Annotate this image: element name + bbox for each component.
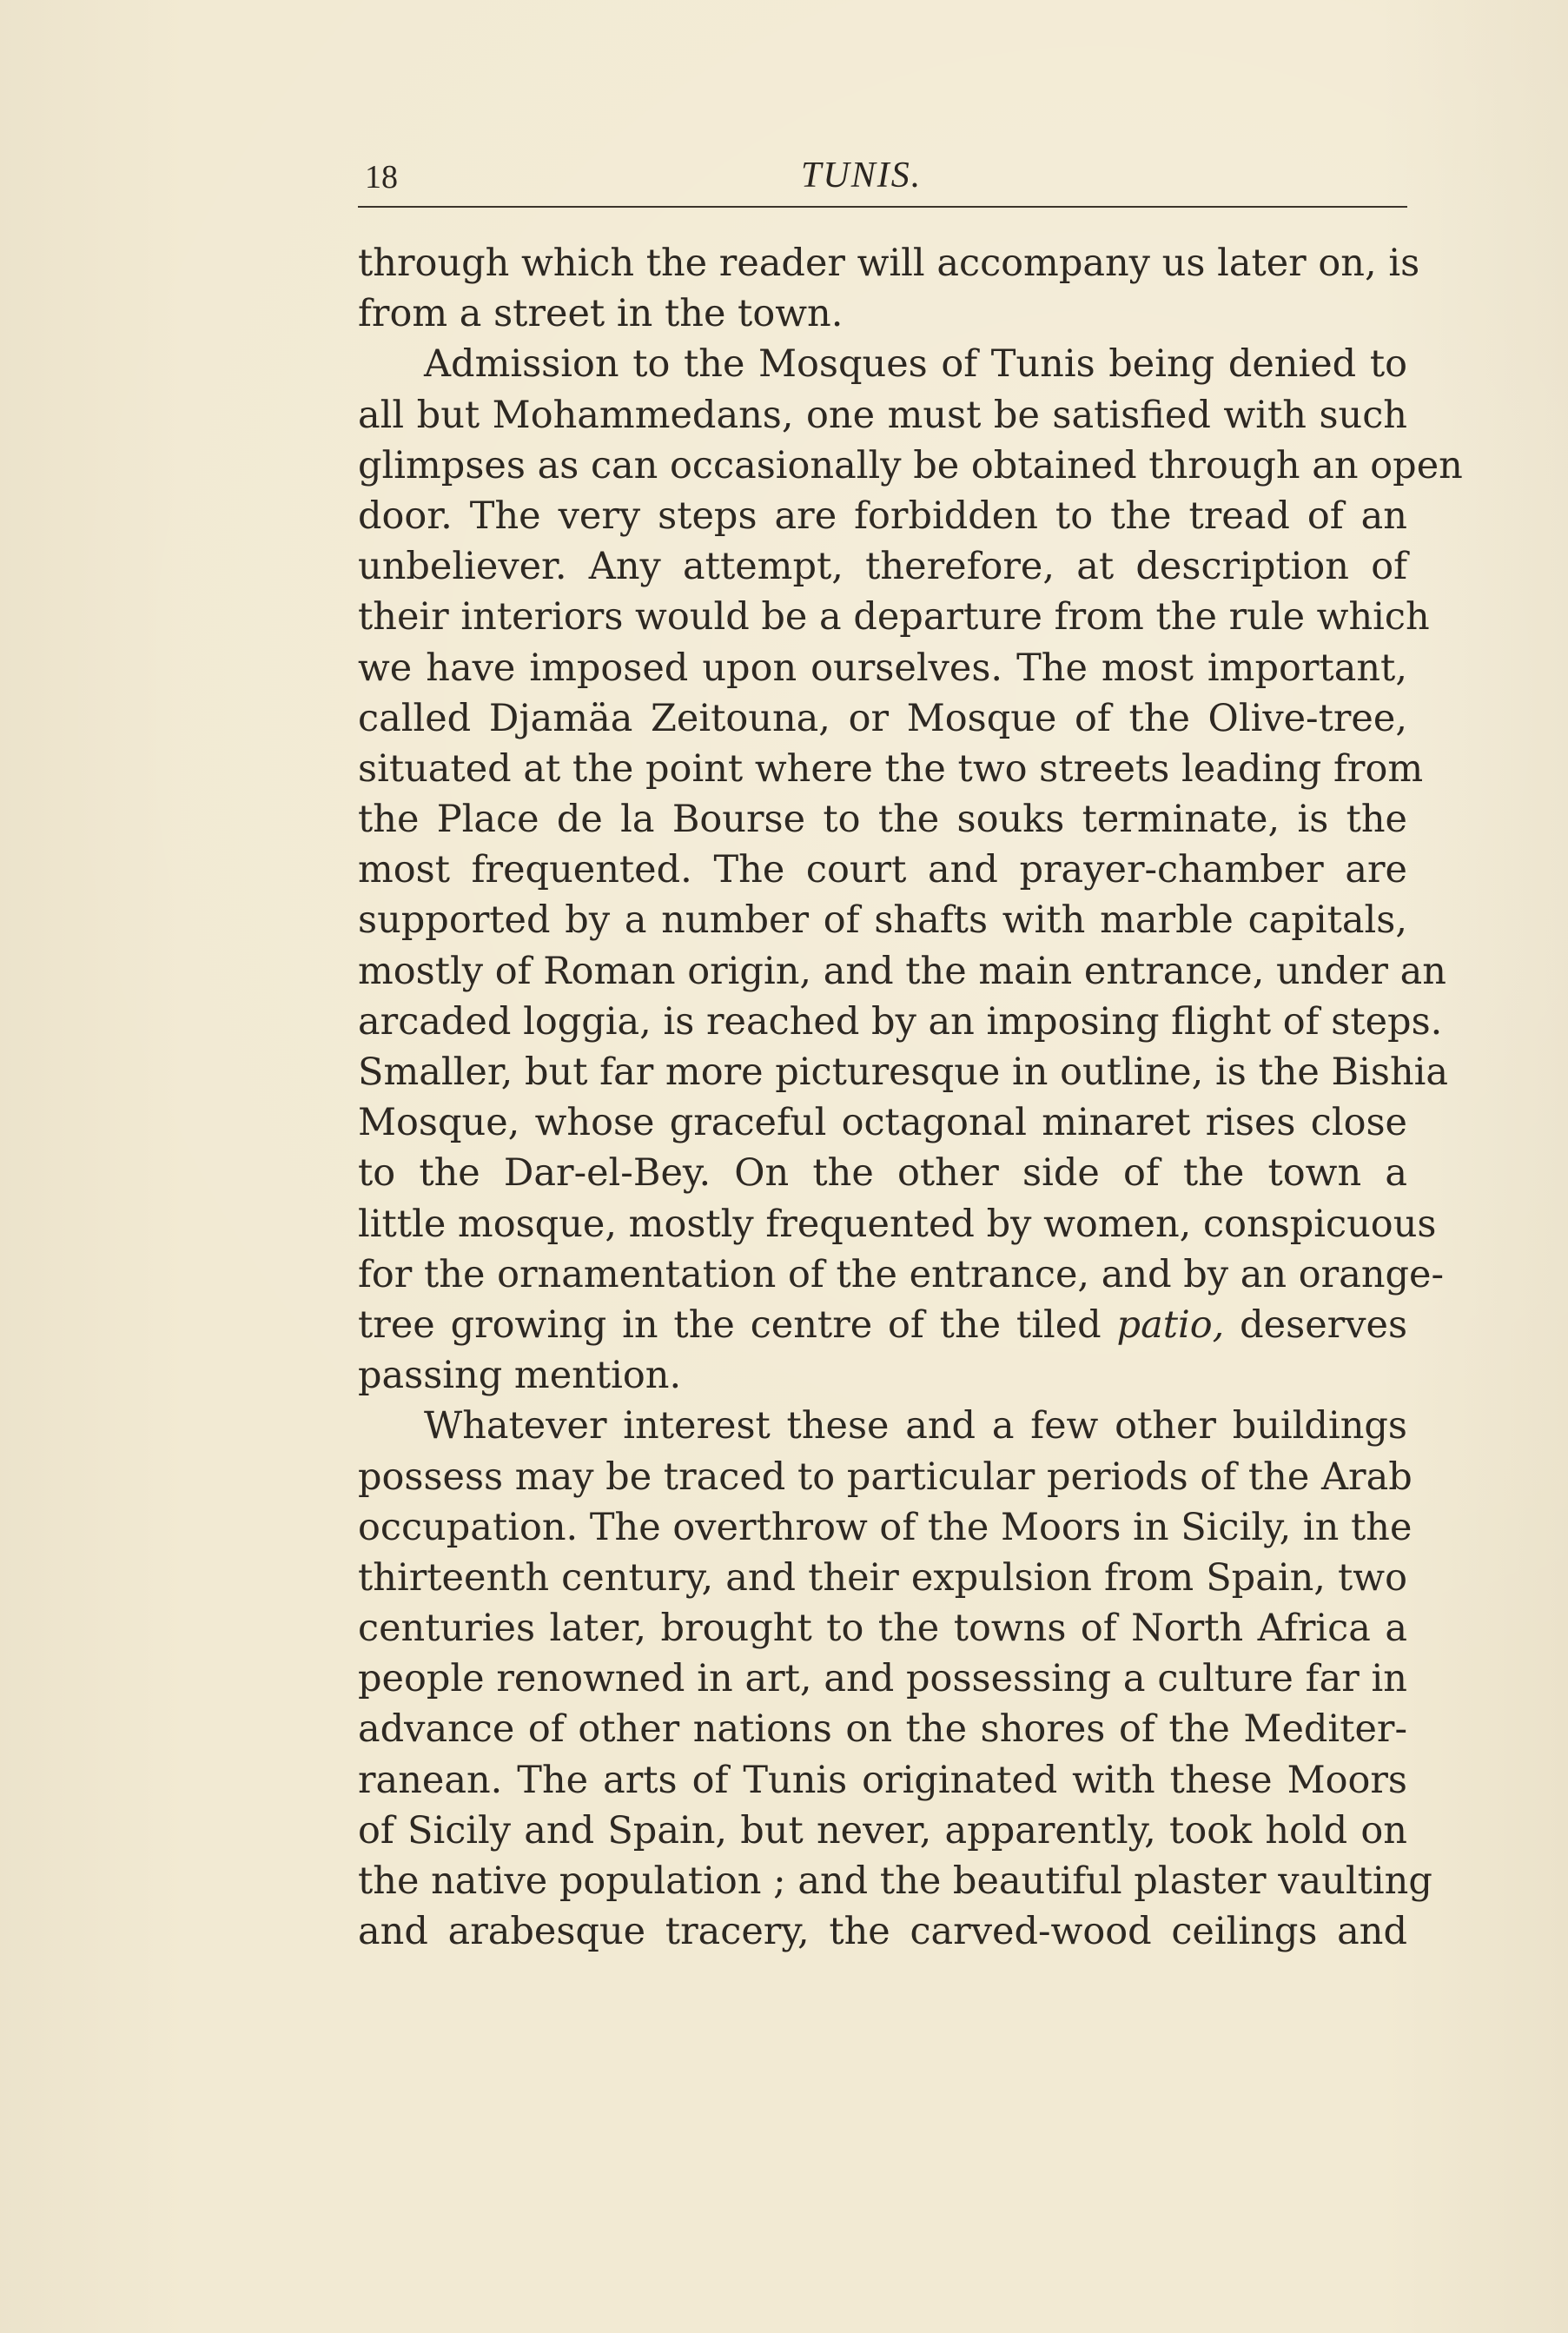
text-line: through which the reader will accompany us later on, is (358, 242, 1420, 285)
text-fragment: tree growing in the centre of the tiled (358, 1302, 1102, 1347)
text-line: to the Dar-el-Bey. On the other side of the town a (358, 1151, 1407, 1196)
text-line: all but Mohammedans, one must be satisfied with such (358, 393, 1407, 437)
paragraph-first-line: Admission to the Mosques of Tunis being denied to (424, 342, 1407, 387)
text-line: the native population ; and the beautiful plaster vaulting (358, 1859, 1432, 1903)
italic-word-patio: patio, (1116, 1302, 1225, 1347)
text-line: of Sicily and Spain, but never, apparently, took hold on (358, 1808, 1407, 1852)
running-title: TUNIS. (801, 156, 923, 196)
text-fragment: deserves (1240, 1302, 1408, 1347)
text-line: ranean. The arts of Tunis originated with these Moors (358, 1758, 1407, 1802)
text-line: and arabesque tracery, the carved-wood ceilings and (358, 1910, 1407, 1954)
text-line: door. The very steps are forbidden to the tread of an (358, 494, 1407, 538)
text-line-with-italic (358, 1300, 1407, 1350)
text-line: little mosque, mostly frequented by women, conspicuous (358, 1202, 1437, 1246)
paragraph-first-line: Whatever interest these and a few other buildings (424, 1404, 1407, 1448)
text-line: glimpses as can occasionally be obtained through an open (358, 443, 1463, 487)
text-line: unbeliever. Any attempt, therefore, at description of (358, 545, 1407, 589)
text-line: we have imposed upon ourselves. The most important, (358, 646, 1407, 690)
text-line: possess may be traced to particular periods of the Arab (358, 1455, 1413, 1499)
text-line: supported by a number of shafts with marble capitals, (358, 898, 1407, 943)
text-line: situated at the point where the two streets leading from (358, 746, 1424, 791)
text-line: their interiors would be a departure from the rule which (358, 595, 1430, 640)
page-number: 18 (365, 159, 398, 196)
text-line: arcaded loggia, is reached by an imposing flight of steps. (358, 999, 1443, 1044)
text-line: called Djamäa Zeitouna, or Mosque of the Olive-tree, (358, 696, 1407, 740)
text-line: mostly of Roman origin, and the main entrance, under an (358, 949, 1446, 993)
text-line: people renowned in art, and possessing a culture far in (358, 1657, 1407, 1701)
text-line: advance of other nations on the shores of the Mediter- (358, 1707, 1407, 1752)
text-line: Mosque, whose graceful octagonal minaret rises close (358, 1101, 1407, 1145)
body-text (358, 238, 1463, 1957)
text-line: occupation. The overthrow of the Moors in Sicily, in the (358, 1505, 1413, 1549)
text-line: centuries later, brought to the towns of North Africa a (358, 1607, 1407, 1651)
text-line: Smaller, but far more picturesque in outline, is the Bishia (358, 1051, 1449, 1094)
text-line: passing mention. (358, 1354, 682, 1398)
page-header (358, 146, 1407, 207)
text-line: from a street in the town. (358, 292, 844, 336)
text-line: the Place de la Bourse to the souks terminate, is the (358, 798, 1407, 842)
text-line: most frequented. The court and prayer-chamber are (358, 848, 1407, 892)
header-rule (358, 206, 1407, 208)
text-line: for the ornamentation of the entrance, and by an orange- (358, 1252, 1445, 1296)
text-line: thirteenth century, and their expulsion from Spain, two (358, 1555, 1407, 1600)
